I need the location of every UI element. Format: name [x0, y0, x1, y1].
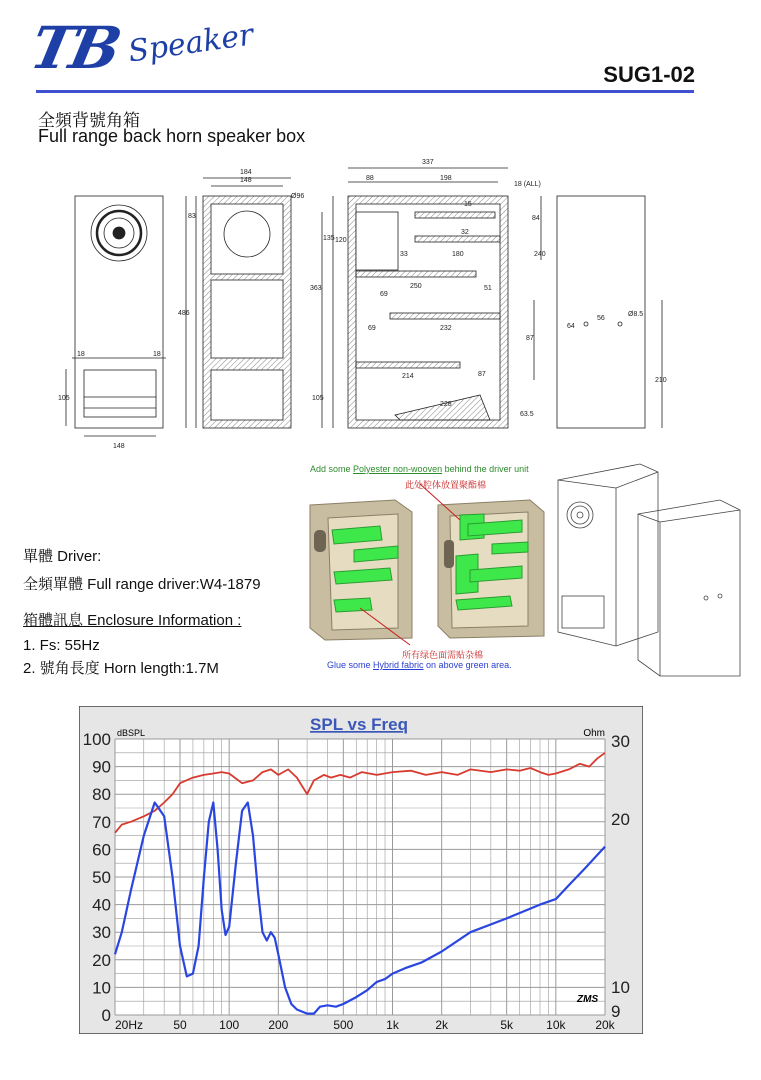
y-tick-label: 100 [82, 730, 111, 749]
dim-label: 105 [58, 395, 70, 402]
note-fabric-zh: 所有绿色面需贴杂棉 [402, 650, 484, 660]
note-fabric: Glue some Hybrid fabric on above green area. [327, 660, 512, 670]
x-tick-label: 5k [500, 1018, 514, 1032]
dim-label: 63.5 [520, 411, 534, 418]
dim-label: 69 [368, 325, 376, 332]
brand-logo-text: Speaker [126, 17, 256, 70]
dim-label: 240 [534, 251, 546, 258]
dim-label: 120 [335, 237, 347, 244]
dim-label: 210 [655, 377, 667, 384]
dim-label: 148 [240, 177, 252, 184]
brand-logo: TB [24, 14, 124, 82]
dim-label: 250 [410, 283, 422, 290]
dim-label: Ø96 [291, 193, 305, 200]
dim-label: 228 [440, 401, 452, 408]
x-tick-label: 2k [435, 1018, 449, 1032]
dim-label: 64 [567, 323, 575, 330]
dim-label: 87 [478, 371, 486, 378]
baffle-view [186, 178, 291, 428]
driver-heading: 單體 Driver: [23, 548, 102, 565]
dim-label: 32 [461, 229, 469, 236]
y-tick-label: 50 [92, 868, 111, 887]
x-tick-label: 500 [333, 1018, 354, 1032]
dim-label: 87 [526, 335, 534, 342]
y-tick-label-right: 20 [611, 810, 630, 829]
dim-label: 88 [366, 175, 374, 182]
dim-label: 83 [188, 213, 196, 220]
cutaway-right [438, 500, 544, 638]
y-tick-label: 80 [92, 785, 111, 805]
perspective-views [558, 464, 740, 676]
y-tick-label: 0 [101, 1006, 111, 1025]
dim-label: 232 [440, 325, 452, 332]
dim-label: 148 [113, 443, 125, 450]
dim-label: 337 [422, 159, 434, 166]
y-axis-label-right: Ohm [583, 728, 605, 739]
enclosure-item-horn: 2. 號角長度 Horn length:1.7M [23, 660, 219, 677]
page-title-zh: 全頻背號角箱 [38, 111, 140, 130]
dim-label: 214 [402, 373, 414, 380]
dim-label: 105 [312, 395, 324, 402]
enclosure-item-fs: 1. Fs: 55Hz [23, 637, 100, 654]
dim-label: 33 [400, 251, 408, 258]
x-tick-label: 20Hz [115, 1018, 144, 1032]
enclosure-heading: 箱體訊息 Enclosure Information : [23, 612, 242, 629]
chart-title: SPL vs Freq [310, 715, 408, 734]
dim-label: 56 [597, 315, 605, 322]
back-view [557, 196, 662, 428]
dim-label: 69 [380, 291, 388, 298]
y-tick-label: 70 [92, 812, 111, 832]
model-number: SUG1-02 [603, 62, 695, 87]
cutaway-illustrations [300, 460, 750, 685]
x-tick-label: 1k [386, 1018, 399, 1032]
y-tick-label-right: 9 [611, 1002, 621, 1021]
dim-label: 135 [323, 235, 335, 242]
spl-vs-freq-chart [79, 706, 643, 1034]
x-tick-label: 100 [219, 1018, 240, 1032]
dim-label: 363 [310, 285, 322, 292]
y-tick-label: 20 [92, 950, 111, 970]
note-polyester: Add some Polyester non-wooven behind the driver unit [310, 464, 529, 474]
dim-label: 486 [178, 310, 190, 317]
y-tick-label: 10 [92, 978, 111, 998]
dim-label: 198 [440, 175, 452, 182]
side-section-view [322, 168, 541, 428]
x-tick-label: 20k [595, 1018, 615, 1032]
y-tick-label-right: 30 [611, 732, 630, 751]
note-polyester-zh: 此处腔体放置聚酯棉 [405, 480, 487, 490]
driver-line: 全頻單體 Full range driver:W4-1879 [23, 576, 261, 593]
dim-label: 84 [532, 215, 540, 222]
x-tick-label: 200 [268, 1018, 289, 1032]
cutaway-left [310, 500, 412, 640]
x-tick-label: 10k [546, 1018, 566, 1032]
y-tick-label: 30 [92, 923, 111, 943]
y-tick-label: 60 [92, 840, 111, 860]
technical-drawings [0, 150, 761, 450]
y-tick-label: 90 [92, 757, 111, 777]
y-axis-label-left: dBSPL [117, 728, 146, 738]
front-view [66, 196, 166, 436]
page-title: Full range back horn speaker box [38, 126, 306, 146]
watermark: ZMS [577, 994, 599, 1005]
dim-label: 15 [464, 201, 472, 208]
y-tick-label: 40 [92, 895, 111, 915]
header-rule [36, 90, 694, 93]
dim-label: Ø8.5 [628, 311, 644, 318]
y-tick-label-right: 10 [611, 978, 630, 997]
dim-label: 184 [240, 169, 252, 176]
dim-label: 51 [484, 285, 492, 292]
dim-label: 180 [452, 251, 464, 258]
dim-label: 18 (ALL) [514, 181, 541, 188]
dim-label: 18 [77, 351, 85, 358]
x-tick-label: 50 [173, 1018, 187, 1032]
dim-label: 18 [153, 351, 161, 358]
